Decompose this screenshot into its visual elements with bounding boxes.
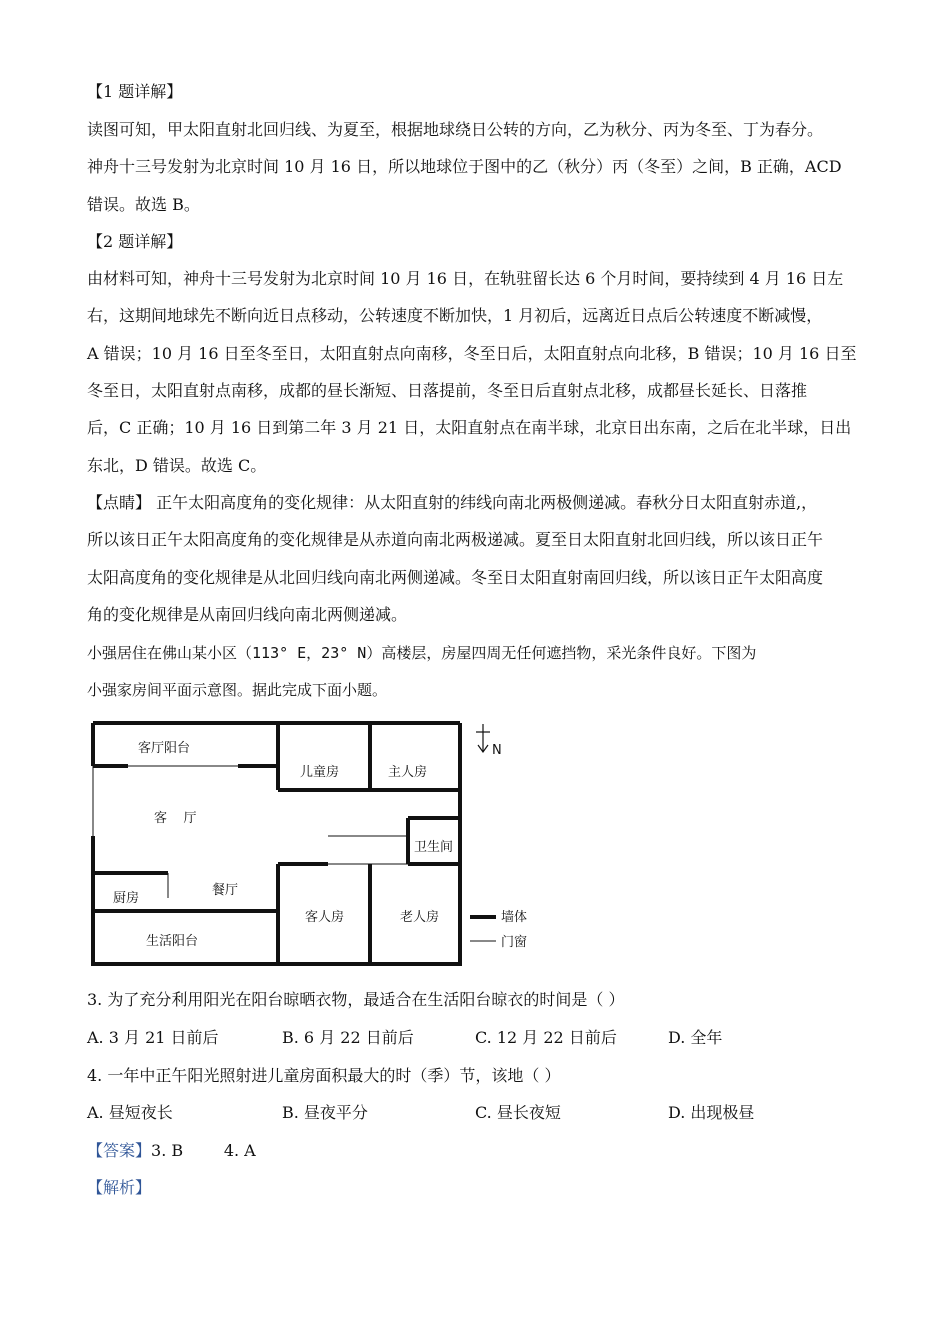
q1-line: 错误。故选 B。 bbox=[87, 195, 200, 214]
legend-door: 门窗 bbox=[501, 935, 528, 950]
intro-line: 小强居住在佛山某小区（113° E，23° N）高楼层，房屋四周无任何遮挡物，采光条件良好。下图为 bbox=[87, 644, 757, 662]
q2-line: A 错误；10 月 16 日至冬至日，太阳直射点向南移，冬至日后，太阳直射点向北移，B 错误；10 月 16 日至 bbox=[87, 344, 857, 363]
q4-option-b: B. 昼夜平分 bbox=[282, 1103, 368, 1122]
room-kitchen: 厨房 bbox=[113, 891, 140, 906]
q3-option-d: D. 全年 bbox=[668, 1028, 723, 1047]
tip-line: 所以该日正午太阳高度角的变化规律是从赤道向南北两极递减。夏至日太阳直射北回归线，所以该日正午 bbox=[87, 530, 824, 549]
q1-line: 读图可知，甲太阳直射北回归线、为夏至，根据地球绕日公转的方向，乙为秋分、丙为冬至、丁为春分。 bbox=[87, 120, 824, 139]
tip-line: 角的变化规律是从南回归线向南北两侧递减。 bbox=[87, 605, 408, 624]
analysis-label: 【解析】 bbox=[87, 1178, 152, 1197]
answer-text: 3. B 4. A bbox=[151, 1141, 256, 1160]
room-dining: 餐厅 bbox=[212, 883, 239, 898]
room-living-balcony: 客厅阳台 bbox=[138, 741, 191, 756]
q3-option-a: A. 3 月 21 日前后 bbox=[87, 1028, 219, 1047]
q3-stem: 3. 为了充分利用阳光在阳台晾晒衣物，最适合在生活阳台晾衣的时间是（ ） bbox=[87, 990, 625, 1009]
room-kids: 儿童房 bbox=[300, 765, 340, 780]
room-guest: 客人房 bbox=[305, 910, 345, 925]
q1-heading: 【1 题详解】 bbox=[87, 82, 183, 101]
q3-option-c: C. 12 月 22 日前后 bbox=[475, 1028, 617, 1047]
tip-line: 太阳高度角的变化规律是从北回归线向南北两侧递减。冬至日太阳直射南回归线，所以该日正午太阳高度 bbox=[87, 568, 824, 587]
q4-option-c: C. 昼长夜短 bbox=[475, 1103, 561, 1122]
floor-plan-diagram bbox=[88, 718, 548, 970]
room-master: 主人房 bbox=[388, 765, 428, 780]
intro-line: 小强家房间平面示意图。据此完成下面小题。 bbox=[87, 681, 388, 699]
north-label: N bbox=[492, 743, 502, 758]
q2-line: 右，这期间地球先不断向近日点移动，公转速度不断加快，1 月初后，远离近日点后公转速度不断减慢， bbox=[87, 306, 823, 325]
q2-line: 冬至日，太阳直射点南移，成都的昼长渐短、日落提前，冬至日后直射点北移，成都昼长延长、日落推 bbox=[87, 381, 808, 400]
q2-line: 东北，D 错误。故选 C。 bbox=[87, 456, 267, 475]
q2-line: 后，C 正确；10 月 16 日到第二年 3 月 21 日，太阳直射点在南半球，北京日出东南，之后在北半球，日出 bbox=[87, 418, 852, 437]
q2-heading: 【2 题详解】 bbox=[87, 232, 183, 251]
q4-option-d: D. 出现极昼 bbox=[668, 1103, 755, 1122]
q1-line: 神舟十三号发射为北京时间 10 月 16 日，所以地球位于图中的乙（秋分）丙（冬至）之间，B 正确，ACD bbox=[87, 157, 842, 176]
legend-wall: 墙体 bbox=[501, 910, 528, 925]
tip-line: 【点睛】 正午太阳高度角的变化规律：从太阳直射的纬线向南北两极侧递减。春秋分日太阳直射赤道,， bbox=[87, 493, 818, 512]
room-elder: 老人房 bbox=[400, 910, 440, 925]
answer-row bbox=[87, 1141, 256, 1161]
q3-option-b: B. 6 月 22 日前后 bbox=[282, 1028, 414, 1047]
room-utility-balcony: 生活阳台 bbox=[146, 934, 199, 949]
room-living: 客 厅 bbox=[154, 811, 197, 826]
q4-option-a: A. 昼短夜长 bbox=[87, 1103, 173, 1122]
answer-label: 【答案】 bbox=[87, 1141, 152, 1160]
q4-stem: 4. 一年中正午阳光照射进儿童房面积最大的时（季）节，该地（ ） bbox=[87, 1066, 561, 1085]
room-bathroom: 卫生间 bbox=[414, 840, 454, 855]
q2-line: 由材料可知，神舟十三号发射为北京时间 10 月 16 日，在轨驻留长达 6 个月时间，要持续到 4 月 16 日左 bbox=[87, 269, 844, 288]
